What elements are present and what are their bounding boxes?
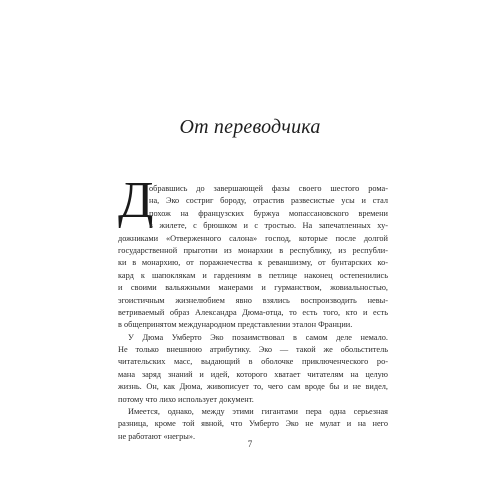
page-number: 7 [247, 439, 253, 449]
body-text [118, 183, 388, 443]
text-line: в общепринятом международном представлении эталон Франции. [118, 320, 353, 330]
text-line: обравшись до завершающей фазы своего шестого рома- [149, 184, 388, 193]
text-line: государственной прыготни из монархии в республику, из республи- [118, 245, 388, 255]
text-line: жизнь. Он, как Дюма, живописует то, чего сам вроде бы и не видел, [118, 382, 388, 392]
text-line: в жилете, с брюшком и с тростью. На запечатленных ху- [149, 221, 388, 231]
text-line: ветриваемый образ Александра Дюма-отца, то есть того, кто и есть [118, 307, 388, 317]
text-line: эгоистичным жизнелюбием явно взялись воспроизводить невы- [118, 295, 388, 305]
text-line: не работают «негры». [118, 431, 196, 441]
text-line: кард к шапоклякам и гардениям в петлице наконец остепенились [118, 270, 388, 280]
text-line: разница, кроме той явной, что Умберто Эко не мулат и на него [118, 419, 388, 429]
text-line: и своими вальяжными манерами и гурманством, жовиальностью, [118, 283, 388, 293]
text-line: потому что лихо использует документ. [118, 394, 254, 404]
text-line: мана заряд знаний и идей, которого хватает читателям на целую [118, 369, 388, 379]
text-line: Не только внешнюю атрибутику. Эко — такой же обольститель [118, 345, 388, 355]
text-line: У Дюма Умберто Эко позаимствовал в самом деле немало. [128, 332, 388, 342]
text-line: дожниками «Отверженного салона» господ, которые после долгой [118, 233, 388, 243]
text-line: читательских масс, выдающий в оболочке приключенческого ро- [118, 357, 388, 367]
drop-cap: Д [118, 172, 154, 229]
text-line: Имеется, однако, между этими гигантами пера одна серьезная [128, 407, 388, 417]
text-line: похож на французских буржуа мопассановского времени [149, 208, 388, 218]
text-line: ки в монархию, от поражнечества к реваншизму, от бунтарских ко- [118, 258, 388, 268]
chapter-heading: От переводчика [179, 116, 321, 138]
text-line: на, Эко состриг бороду, отрастив развесистые усы и стал [149, 196, 388, 206]
